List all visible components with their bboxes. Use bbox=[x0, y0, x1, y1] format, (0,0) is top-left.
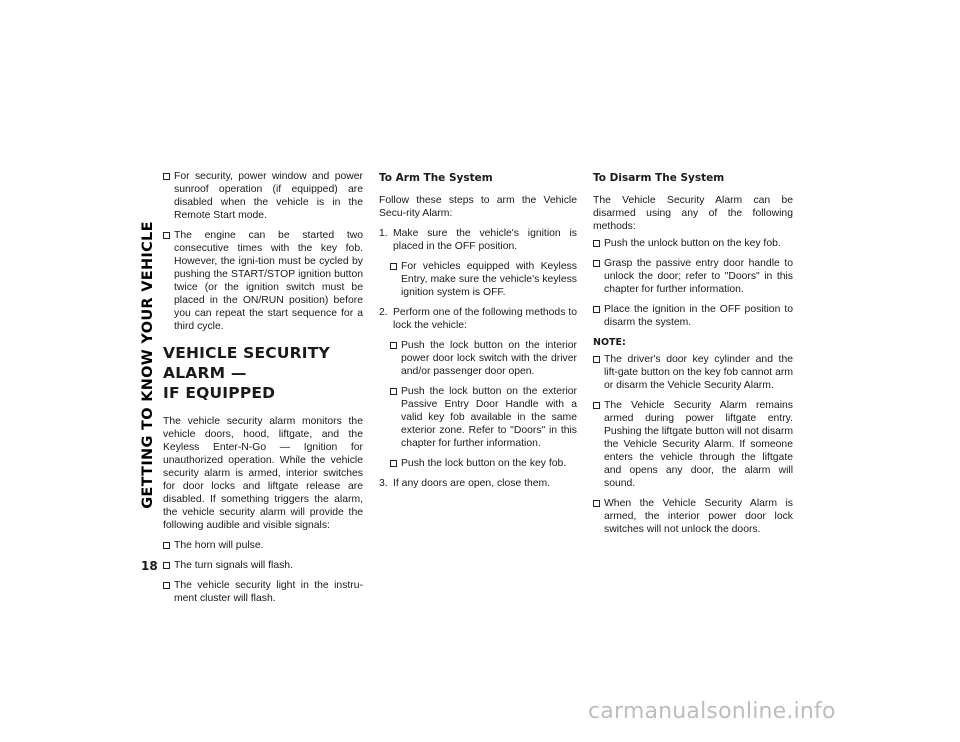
list-item: Push the lock button on the key fob. bbox=[390, 457, 577, 470]
watermark: carmanualsonline.info bbox=[588, 699, 836, 724]
list-item: Place the ignition in the OFF position to disarm the system. bbox=[593, 303, 793, 329]
list-item: Push the lock button on the exterior Passive Entry Door Handle with a valid key fob available in the same exterior zone. Refer to "Doors" in this chapter for further information. bbox=[390, 385, 577, 450]
list-item: The vehicle security light in the instru-ment cluster will flash. bbox=[163, 579, 363, 605]
subsection-heading: To Disarm The System bbox=[593, 172, 725, 184]
section-paragraph: The vehicle security alarm monitors the vehicle doors, hood, liftgate, and the Keyless Enter-N-Go — Ignition for unauthorized operation. While the vehicle security alarm is armed, interior switches for door locks and liftgate release are disabled. If something triggers the alarm, the vehicle security alarm will provide the following audible and visible signals: bbox=[163, 416, 363, 531]
numbered-step: 1. Make sure the vehicle's ignition is placed in the OFF position. bbox=[379, 228, 577, 252]
page-number: 18 bbox=[141, 559, 158, 573]
checkbox-bullet-icon bbox=[163, 562, 170, 569]
checkbox-bullet-icon bbox=[163, 582, 170, 589]
list-item: When the Vehicle Security Alarm is armed, the interior power door lock switches will not unlock the doors. bbox=[593, 497, 793, 536]
column-3 bbox=[593, 172, 793, 543]
list-item: Push the lock button on the interior power door lock switch with the driver and/or passenger door open. bbox=[390, 339, 577, 378]
checkbox-bullet-icon bbox=[390, 388, 397, 395]
checkbox-bullet-icon bbox=[593, 240, 600, 247]
checkbox-bullet-icon bbox=[593, 500, 600, 507]
checkbox-bullet-icon bbox=[593, 356, 600, 363]
subsection-intro: The Vehicle Security Alarm can be disarmed using any of the following methods: bbox=[593, 195, 793, 232]
list-item: Push the unlock button on the key fob. bbox=[593, 237, 793, 250]
list-item: The turn signals will flash. bbox=[163, 559, 363, 572]
subsection-intro: Follow these steps to arm the Vehicle Secu-rity Alarm: bbox=[379, 195, 577, 219]
list-item: For security, power window and power sunroof operation (if equipped) are disabled when the vehicle is in the Remote Start mode. bbox=[163, 170, 363, 222]
checkbox-bullet-icon bbox=[593, 260, 600, 267]
list-item: The Vehicle Security Alarm remains armed during power liftgate entry. Pushing the liftgate button will not disarm the Vehicle Security Alarm. If someone enters the vehicle through the liftgate and opens any door, the alarm will sound. bbox=[593, 399, 793, 490]
checkbox-bullet-icon bbox=[163, 173, 170, 180]
checkbox-bullet-icon bbox=[390, 263, 397, 270]
checkbox-bullet-icon bbox=[593, 306, 600, 313]
chapter-sidebar bbox=[138, 172, 158, 557]
numbered-step: 3. If any doors are open, close them. bbox=[379, 478, 551, 489]
list-item: Grasp the passive entry door handle to unlock the door; refer to "Doors" in this chapter for further information. bbox=[593, 257, 793, 296]
section-heading: VEHICLE SECURITY ALARM — IF EQUIPPED bbox=[163, 344, 330, 402]
column-2 bbox=[379, 172, 577, 497]
checkbox-bullet-icon bbox=[163, 542, 170, 549]
checkbox-bullet-icon bbox=[163, 232, 170, 239]
checkbox-bullet-icon bbox=[593, 402, 600, 409]
subsection-heading: To Arm The System bbox=[379, 172, 493, 184]
checkbox-bullet-icon bbox=[390, 342, 397, 349]
column-1 bbox=[163, 170, 363, 612]
note-label: NOTE: bbox=[593, 337, 626, 348]
list-item: The engine can be started two consecutive times with the key fob. However, the igni-tion must be cycled by pushing the START/STOP ignition button twice (or the ignition switch must be placed in the ON/RUN position) before you can repeat the start sequence for a third cycle. bbox=[163, 229, 363, 333]
list-item: The horn will pulse. bbox=[163, 539, 363, 552]
chapter-title: GETTING TO KNOW YOUR VEHICLE bbox=[140, 220, 156, 509]
numbered-step: 2. Perform one of the following methods to lock the vehicle: bbox=[379, 307, 577, 331]
list-item: The driver's door key cylinder and the lift-gate button on the key fob cannot arm or disarm the Vehicle Security Alarm. bbox=[593, 353, 793, 392]
checkbox-bullet-icon bbox=[390, 460, 397, 467]
list-item: For vehicles equipped with Keyless Entry, make sure the vehicle's keyless ignition system is OFF. bbox=[390, 260, 577, 299]
